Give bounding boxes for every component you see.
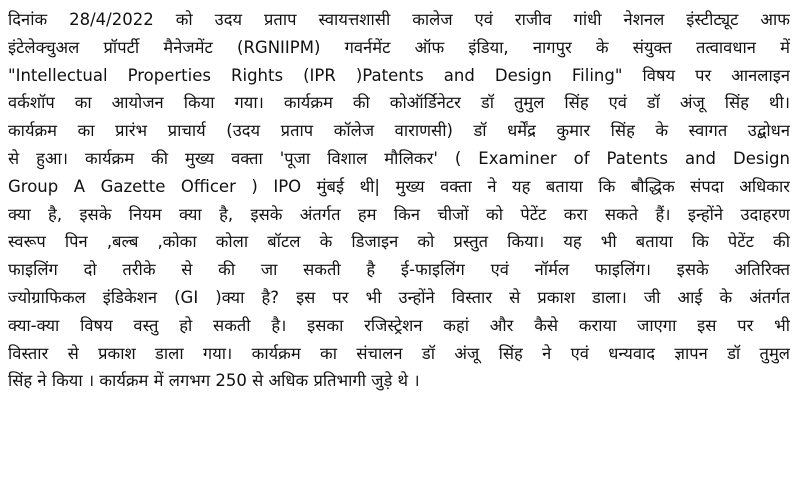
text-line-12: क्या-क्या विषय वस्तु हो सकती है। इसका रजिस्ट्रेशन कहां और कैसे कराया जाएगा इस पर भी [8,315,790,335]
text-line-8: क्या है, इसके नियम क्या है, इसके अंतर्गत हम किन चीजों को पेटेंट करा सकते हैं। इन्होंने उदाहरण [8,204,790,224]
text-line-6: से हुआ। कार्यक्रम की मुख्य वक्ता 'पूजा विशाल मौलिकर' ( Examiner of Patents and Design [8,148,790,168]
text-line-1: दिनांक 28/4/2022 को उदय प्रताप स्वायत्तशासी कालेज एवं राजीव गांधी नेशनल इंस्टीट्यूट आफ [8,10,790,29]
text-line-2: इंटेलेक्चुअल प्रॉपर्टी मैनेजमेंट (RGNIIPM) गवर्नमेंट ऑफ इंडिया, नागपुर के संयुक्त तत्वावधान में [8,37,790,57]
report-paragraph [8,6,796,395]
text-line-10: फाइलिंग दो तरीके से की जा सकती है ई-फाइलिंग एवं नॉर्मल फाइलिंग। इसके अतिरिक्त [8,260,790,280]
text-line-11: ज्योग्राफिकल इंडिकेशन (GI )क्या है? इस पर भी उन्होंने विस्तार से प्रकाश डाला। जी आई के अंतर्गत [8,287,790,307]
text-line-13: विस्तार से प्रकाश डाला गया। कार्यक्रम का संचालन डॉ अंजू सिंह ने एवं धन्यवाद ज्ञापन डॉ तुमुल [8,343,790,363]
text-line-14: सिंह ने किया । कार्यक्रम में लगभग 250 से अधिक प्रतिभागी जुड़े थे । [8,371,420,391]
text-line-5: कार्यक्रम का प्रारंभ प्राचार्य (उदय प्रताप कॉलेज वाराणसी) डॉ धर्मेंद्र कुमार सिंह के स्वागत उद्बोधन [8,121,790,141]
text-line-3: "Intellectual Properties Rights (IPR )Patents and Design Filing" विषय पर आनलाइन [8,65,790,85]
text-line-9: स्वरूप पिन ,बल्ब ,कोका कोला बॉटल के डिजाइन को प्रस्तुत किया। यह भी बताया कि पेटेंट की [8,232,790,252]
text-line-4: वर्कशॉप का आयोजन किया गया। कार्यक्रम की कोऑर्डिनेटर डॉ तुमुल सिंह एवं डॉ अंजू सिंह थी। [8,93,790,113]
text-line-7: Group A Gazette Officer ) IPO मुंबई थी| मुख्य वक्ता ने यह बताया कि बौद्धिक संपदा अधिकार [8,176,790,196]
